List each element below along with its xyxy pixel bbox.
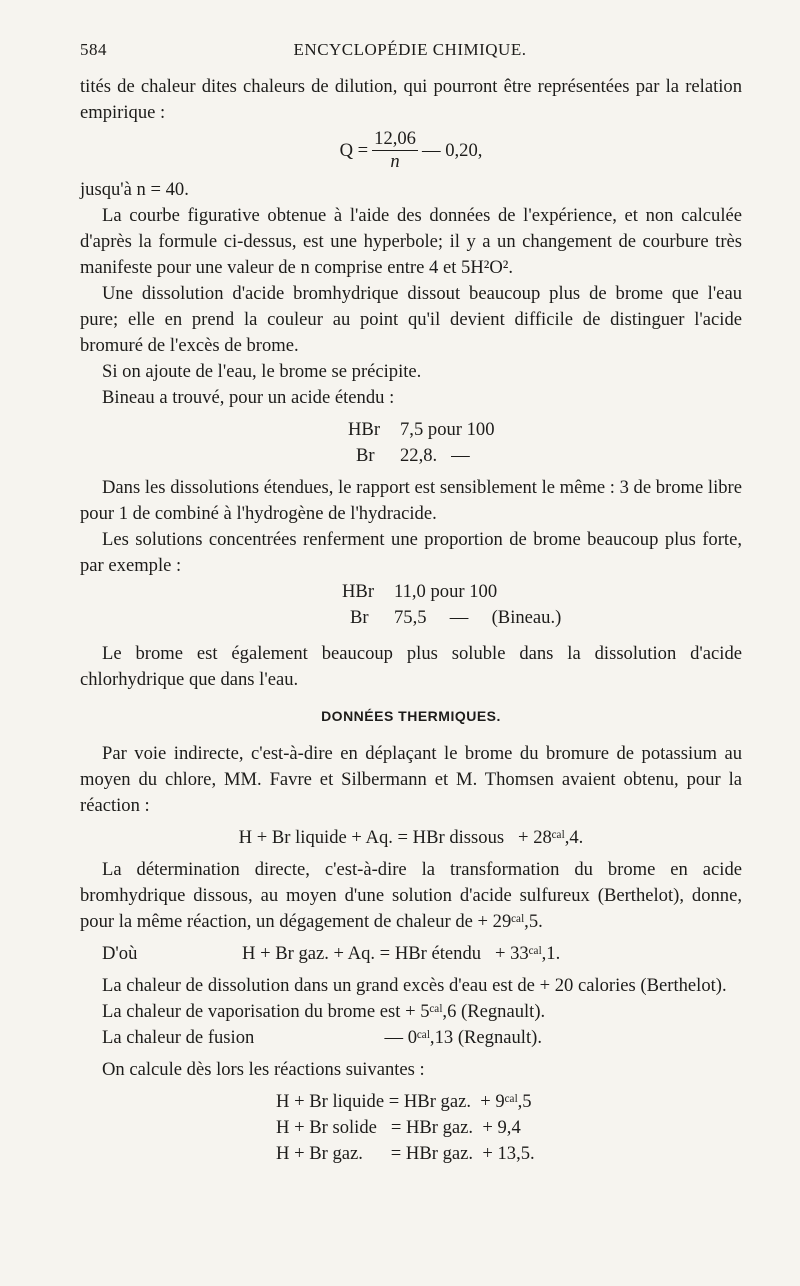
- formula-fraction: [372, 128, 418, 173]
- paragraph: La courbe figurative obtenue à l'aide des données de l'expérience, et non calculée d'après la formule ci-dessus, est une hyperbole; il y a un changement de courbure très manifeste pour une valeur de n comprise entre 4 et 5H²O².: [80, 205, 742, 278]
- reaction-line: H + Br solide = HBr gaz. + 9,4: [276, 1117, 521, 1138]
- table-cell: 11,0 pour 100: [394, 581, 498, 602]
- formula-lhs: Q =: [339, 139, 369, 161]
- table-row: [348, 417, 742, 443]
- reaction-line: H + Br gaz. = HBr gaz. + 13,5.: [276, 1143, 535, 1164]
- paragraph: jusqu'à n = 40.: [80, 179, 189, 200]
- running-header: [80, 40, 740, 68]
- table-row: [342, 605, 742, 631]
- reaction-line: H + Br liquide = HBr gaz. + 9ᶜᵃˡ,5: [276, 1091, 532, 1112]
- reactions-list: [276, 1089, 742, 1167]
- paragraph: tités de chaleur dites chaleurs de dilution, qui pourront être représentées par la relation empirique :: [80, 76, 742, 123]
- table-cell: HBr: [348, 419, 381, 440]
- paragraph: On calcule dès lors les réactions suivantes :: [102, 1059, 425, 1080]
- paragraph: Le brome est également beaucoup plus soluble dans la dissolution d'acide chlorhydrique que dans l'eau.: [80, 643, 742, 690]
- formula-denominator: n: [390, 151, 400, 172]
- page-body: [80, 74, 742, 1167]
- table-cell: Br: [350, 607, 369, 628]
- paragraph: La chaleur de dissolution dans un grand excès d'eau est de + 20 calories (Berthelot).: [102, 975, 727, 996]
- reaction-equation-line: [80, 941, 742, 967]
- running-title: ENCYCLOPÉDIE CHIMIQUE.: [293, 40, 527, 59]
- page-number: 584: [80, 40, 107, 59]
- paragraph: La détermination directe, c'est-à-dire la transformation du brome en acide bromhydrique dissous, au moyen d'une solution d'acide sulfureux (Berthelot), donne, pour la même réaction, un dégagement de chaleur de + 29ᶜᵃˡ,5.: [80, 859, 742, 932]
- table-cell: HBr: [342, 581, 375, 602]
- paragraph: Par voie indirecte, c'est-à-dire en déplaçant le brome du bromure de potassium au moyen du chlore, MM. Favre et Silbermann et M. Thomsen avaient obtenu, pour la réaction :: [80, 743, 742, 816]
- table-cell: 75,5 — (Bineau.): [394, 607, 562, 628]
- reaction-equation: H + Br liquide + Aq. = HBr dissous + 28ᶜᵃˡ,4.: [238, 827, 584, 848]
- table-row: [342, 579, 742, 605]
- empirical-formula: [80, 128, 742, 173]
- composition-table-1: [348, 417, 742, 469]
- table-cell: Br: [356, 445, 375, 466]
- equation-lead: D'où: [102, 943, 138, 964]
- table-cell: 7,5 pour 100: [400, 419, 495, 440]
- formula-rhs: — 0,20,: [421, 139, 483, 161]
- paragraph: Si on ajoute de l'eau, le brome se précipite.: [102, 361, 422, 382]
- table-row: [348, 443, 742, 469]
- table-cell: 22,8. —: [400, 445, 470, 466]
- composition-table-2: [342, 579, 742, 631]
- paragraph: La chaleur de vaporisation du brome est + 5ᶜᵃˡ,6 (Regnault).: [102, 1001, 546, 1022]
- section-title: DONNÉES THERMIQUES.: [321, 708, 501, 724]
- paragraph: La chaleur de fusion — 0ᶜᵃˡ,13 (Regnault).: [102, 1027, 542, 1048]
- paragraph: Bineau a trouvé, pour un acide étendu :: [102, 387, 395, 408]
- paragraph: Une dissolution d'acide bromhydrique dissout beaucoup plus de brome que l'eau pure; elle en prend la couleur au point qu'il devient difficile de distinguer l'acide bromuré de l'excès de brome.: [80, 283, 742, 356]
- formula-numerator: 12,06: [374, 128, 416, 149]
- paragraph: Les solutions concentrées renferment une proportion de brome beaucoup plus forte, par exemple :: [80, 529, 742, 576]
- paragraph: Dans les dissolutions étendues, le rapport est sensiblement le même : 3 de brome libre pour 1 de combiné à l'hydrogène de l'hydracide.: [80, 477, 742, 524]
- reaction-equation: H + Br gaz. + Aq. = HBr étendu + 33ᶜᵃˡ,1.: [242, 943, 561, 964]
